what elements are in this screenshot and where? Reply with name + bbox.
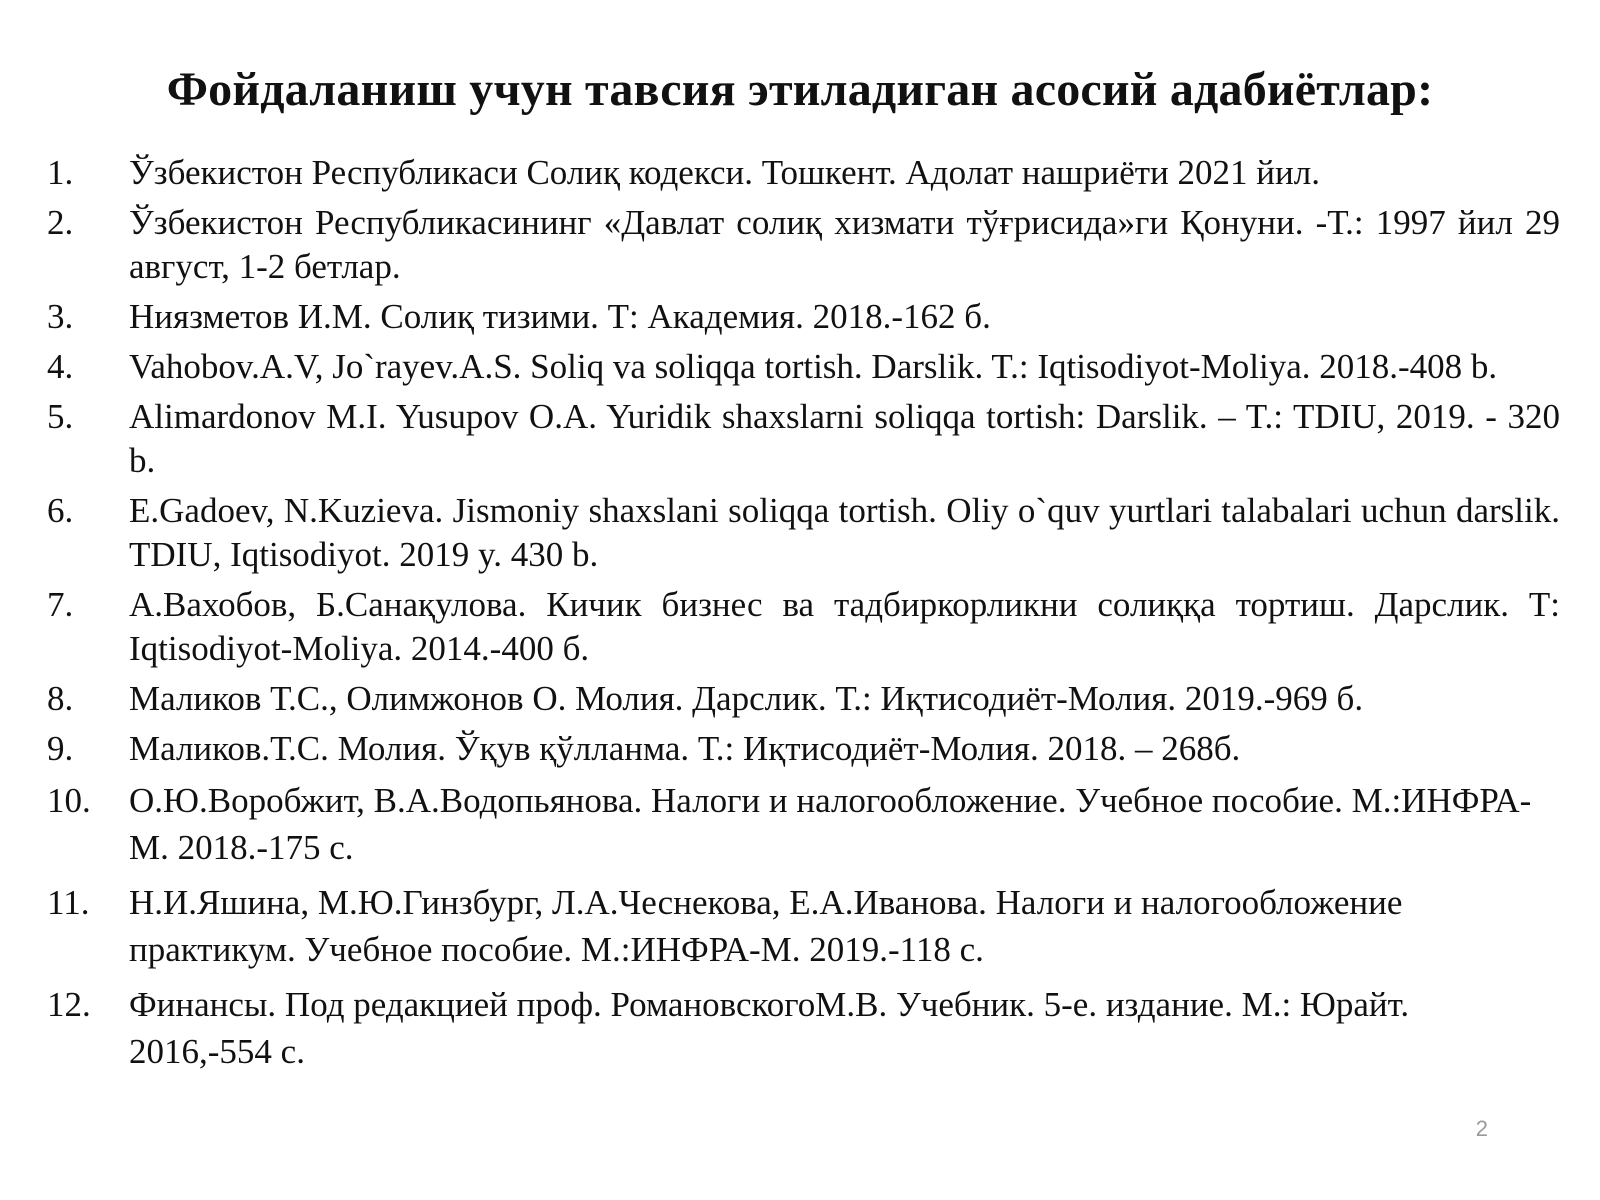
reference-number: 8. (47, 679, 74, 718)
reference-text: Ниязметов И.М. Солиқ тизими. Т: Академия. 2018.-162 б. (129, 297, 991, 336)
reference-text: А.Вахобов, Б.Санақулова. Кичик бизнес ва тадбиркорликни солиққа тортиш. Дарслик. Т: Iqtisodiyot-Moliya. 2014.-400 б. (129, 585, 1560, 668)
reference-item (47, 677, 1560, 721)
reference-number: 6. (47, 491, 74, 530)
reference-item (47, 151, 1560, 195)
reference-text: Vahobov.A.V, Jo`rayev.A.S. Soliq va soliqqa tortish. Darslik. T.: Iqtisodiyot-Moliya. 2018.-408 b. (129, 347, 1498, 386)
reference-text: О.Ю.Воробжит, В.А.Водопьянова. Налоги и налогообложение. Учебное пособие. М.:ИНФРА-М. 2018.-175 с. (129, 781, 1532, 867)
reference-text: Финансы. Под редакцией проф. РомановскогоМ.В. Учебник. 5-е. издание. М.: Юрайт. 2016,-554 с. (129, 985, 1410, 1071)
reference-number: 5. (47, 397, 74, 436)
reference-number: 2. (47, 203, 74, 242)
reference-number: 12. (47, 985, 91, 1024)
reference-text: Н.И.Яшина, М.Ю.Гинзбург, Л.А.Чеснекова, Е.А.Иванова. Налоги и налогообложение практикум. Учебное пособие. М.:ИНФРА-М. 2019.-118 с. (129, 883, 1403, 969)
reference-number: 3. (47, 297, 74, 336)
reference-item (47, 879, 1560, 973)
reference-number: 1. (47, 153, 74, 192)
reference-text: Маликов Т.С., Олимжонов О. Молия. Дарслик. Т.: Иқтисодиёт-Молия. 2019.-969 б. (129, 679, 1364, 718)
reference-item (47, 583, 1560, 671)
reference-item (47, 981, 1560, 1075)
reference-number: 10. (47, 781, 91, 820)
reference-number: 11. (47, 883, 90, 922)
reference-text: Маликов.Т.С. Молия. Ўқув қўлланма. Т.: Иқтисодиёт-Молия. 2018. – 268б. (129, 729, 1241, 768)
reference-text: Alimardonov M.I. Yusupov O.A. Yuridik shaxslarni soliqqa tortish: Darslik. – T.: TDIU, 2019. - 320 b. (129, 397, 1560, 480)
reference-text: E.Gadoev, N.Kuzieva. Jismoniy shaxslani soliqqa tortish. Oliy o`quv yurtlari talabalari uchun darslik. TDIU, Iqtisodiyot. 2019 y. 430 b. (129, 491, 1560, 574)
reference-item (47, 395, 1560, 483)
reference-item (47, 489, 1560, 577)
reference-text: Ўзбекистон Республикаси Солиқ кодекси. Тошкент. Адолат нашриёти 2021 йил. (129, 153, 1320, 192)
reference-number: 7. (47, 585, 74, 624)
reference-list (47, 151, 1560, 1083)
reference-item (47, 727, 1560, 771)
reference-item (47, 201, 1560, 289)
reference-number: 9. (47, 729, 74, 768)
reference-text: Ўзбекистон Республикасининг «Давлат солиқ хизмати тўғрисида»ги Қонуни. -Т.: 1997 йил 29 август, 1-2 бетлар. (129, 203, 1560, 286)
reference-number: 4. (47, 347, 74, 386)
page-number: 2 (1475, 1116, 1488, 1141)
reference-item (47, 345, 1560, 389)
slide-title: Фойдаланиш учун тавсия этиладиган асосий адабиётлар: (166, 63, 1434, 116)
reference-item (47, 777, 1560, 871)
reference-item (47, 295, 1560, 339)
